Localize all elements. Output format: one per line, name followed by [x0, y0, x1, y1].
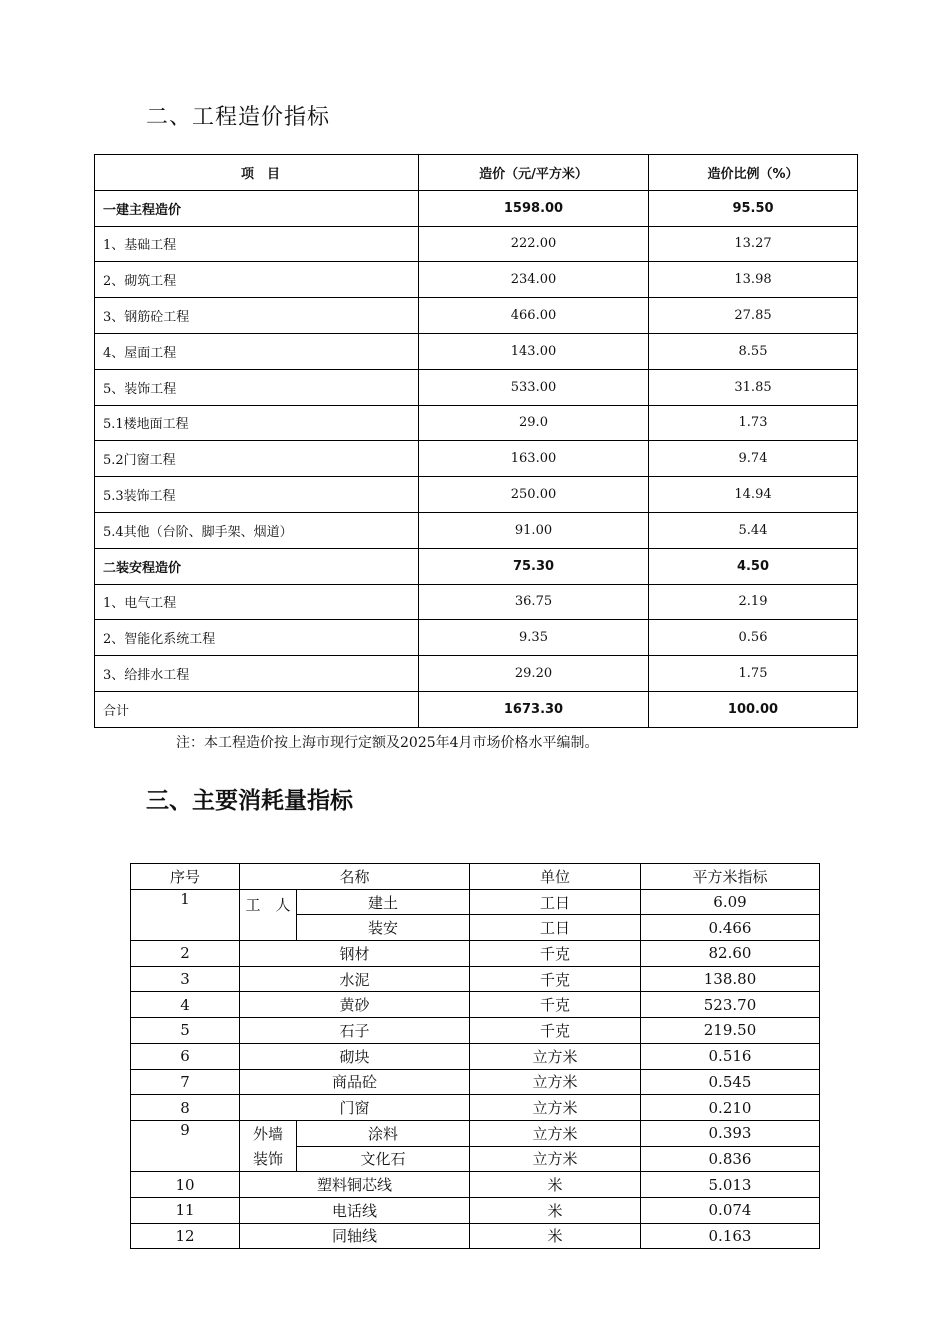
row-number: 3 — [131, 966, 240, 992]
unit-cell: 工日 — [470, 915, 641, 941]
row-number: 10 — [131, 1172, 240, 1198]
material-name: 文化石 — [297, 1146, 470, 1172]
table-row — [95, 584, 858, 620]
unit-cell: 米 — [470, 1223, 641, 1249]
unit-cell: 千克 — [470, 966, 641, 992]
column-header: 造价比例（%） — [649, 155, 858, 191]
cost-cell: 29.20 — [419, 656, 649, 692]
table-row — [95, 369, 858, 405]
ratio-cell: 27.85 — [649, 298, 858, 334]
material-name: 商品砼 — [240, 1069, 470, 1095]
material-name: 涂料 — [297, 1120, 470, 1146]
ratio-cell: 95.50 — [649, 190, 858, 226]
material-name: 砌块 — [240, 1043, 470, 1069]
section-title-cost-index: 二、工程造价指标 — [146, 105, 331, 130]
item-cell: 1、基础工程 — [95, 226, 419, 262]
item-cell: 5、装饰工程 — [95, 369, 419, 405]
cost-cell: 29.0 — [419, 405, 649, 441]
table-row — [131, 1018, 820, 1044]
table-row — [131, 889, 820, 915]
table-row — [131, 1095, 820, 1121]
table-row — [131, 941, 820, 967]
value-cell: 0.545 — [641, 1069, 820, 1095]
table-row — [95, 190, 858, 226]
unit-cell: 立方米 — [470, 1095, 641, 1121]
cost-cell: 1598.00 — [419, 190, 649, 226]
unit-cell: 立方米 — [470, 1146, 641, 1172]
table-row — [131, 1197, 820, 1223]
item-cell: 3、钢筋砼工程 — [95, 298, 419, 334]
ratio-cell: 13.98 — [649, 262, 858, 298]
item-cell: 5.3装饰工程 — [95, 477, 419, 513]
ratio-cell: 0.56 — [649, 620, 858, 656]
table-row — [95, 333, 858, 369]
value-cell: 138.80 — [641, 966, 820, 992]
item-cell: 二装安程造价 — [95, 548, 419, 584]
material-name: 黄砂 — [240, 992, 470, 1018]
table-row — [131, 1172, 820, 1198]
item-cell: 2、智能化系统工程 — [95, 620, 419, 656]
table-row — [95, 298, 858, 334]
unit-cell: 米 — [470, 1172, 641, 1198]
material-name: 电话线 — [240, 1197, 470, 1223]
item-cell: 5.2门窗工程 — [95, 441, 419, 477]
value-cell: 5.013 — [641, 1172, 820, 1198]
ratio-cell: 100.00 — [649, 691, 858, 727]
value-cell: 0.466 — [641, 915, 820, 941]
value-cell: 6.09 — [641, 889, 820, 915]
value-cell: 0.836 — [641, 1146, 820, 1172]
ratio-cell: 14.94 — [649, 477, 858, 513]
table-row — [95, 441, 858, 477]
cost-note: 注：本工程造价按上海市现行定额及2025年4月市场价格水平编制。 — [176, 735, 599, 751]
group-label-line: 外墙 — [252, 1125, 283, 1144]
item-cell: 一建主程造价 — [95, 190, 419, 226]
column-header: 单位 — [470, 864, 641, 890]
row-number: 2 — [131, 941, 240, 967]
table-row — [95, 477, 858, 513]
cost-cell: 234.00 — [419, 262, 649, 298]
value-cell: 82.60 — [641, 941, 820, 967]
ratio-cell: 31.85 — [649, 369, 858, 405]
row-number: 6 — [131, 1043, 240, 1069]
row-number: 5 — [131, 1018, 240, 1044]
cost-cell: 36.75 — [419, 584, 649, 620]
table-row — [95, 656, 858, 692]
value-cell: 0.516 — [641, 1043, 820, 1069]
column-header: 序号 — [131, 864, 240, 890]
cost-cell: 250.00 — [419, 477, 649, 513]
item-cell: 5.4其他（台阶、脚手架、烟道） — [95, 512, 419, 548]
table-row — [131, 1120, 820, 1146]
table-row — [95, 691, 858, 727]
cost-cell: 143.00 — [419, 333, 649, 369]
table-row — [131, 1043, 820, 1069]
consumption-index-table — [130, 863, 820, 1249]
table-row — [95, 226, 858, 262]
unit-cell: 立方米 — [470, 1043, 641, 1069]
material-name: 同轴线 — [240, 1223, 470, 1249]
table-row — [131, 966, 820, 992]
value-cell: 523.70 — [641, 992, 820, 1018]
column-header: 平方米指标 — [641, 864, 820, 890]
cost-cell: 222.00 — [419, 226, 649, 262]
group-label — [240, 1120, 297, 1171]
cost-cell: 533.00 — [419, 369, 649, 405]
table-row — [95, 620, 858, 656]
table-row — [131, 992, 820, 1018]
value-cell: 0.210 — [641, 1095, 820, 1121]
table-row — [131, 864, 820, 890]
row-number: 9 — [131, 1120, 240, 1171]
ratio-cell: 5.44 — [649, 512, 858, 548]
cost-cell: 75.30 — [419, 548, 649, 584]
ratio-cell: 8.55 — [649, 333, 858, 369]
row-number: 7 — [131, 1069, 240, 1095]
section-title-consumption-index: 三、主要消耗量指标 — [146, 788, 353, 814]
row-number: 8 — [131, 1095, 240, 1121]
material-name: 钢材 — [240, 941, 470, 967]
ratio-cell: 9.74 — [649, 441, 858, 477]
item-cell: 3、给排水工程 — [95, 656, 419, 692]
column-header: 项 目 — [95, 155, 419, 191]
cost-index-table — [94, 154, 858, 728]
cost-cell: 466.00 — [419, 298, 649, 334]
material-name: 门窗 — [240, 1095, 470, 1121]
material-name: 建土 — [297, 889, 470, 915]
row-number: 1 — [131, 889, 240, 940]
cost-cell: 163.00 — [419, 441, 649, 477]
table-row — [131, 1223, 820, 1249]
unit-cell: 立方米 — [470, 1120, 641, 1146]
table-row — [131, 1069, 820, 1095]
table-row — [95, 262, 858, 298]
row-number: 12 — [131, 1223, 240, 1249]
cost-cell: 91.00 — [419, 512, 649, 548]
unit-cell: 千克 — [470, 992, 641, 1018]
material-name: 石子 — [240, 1018, 470, 1044]
unit-cell: 工日 — [470, 889, 641, 915]
table-row — [95, 548, 858, 584]
row-number: 11 — [131, 1197, 240, 1223]
table-header-row — [95, 155, 858, 191]
material-name: 装安 — [297, 915, 470, 941]
value-cell: 0.393 — [641, 1120, 820, 1146]
material-name: 塑料铜芯线 — [240, 1172, 470, 1198]
table-row — [95, 405, 858, 441]
cost-cell: 1673.30 — [419, 691, 649, 727]
unit-cell: 米 — [470, 1197, 641, 1223]
row-number: 4 — [131, 992, 240, 1018]
ratio-cell: 4.50 — [649, 548, 858, 584]
unit-cell: 千克 — [470, 941, 641, 967]
value-cell: 0.163 — [641, 1223, 820, 1249]
ratio-cell: 1.75 — [649, 656, 858, 692]
table-row — [95, 512, 858, 548]
value-cell: 219.50 — [641, 1018, 820, 1044]
item-cell: 5.1楼地面工程 — [95, 405, 419, 441]
item-cell: 4、屋面工程 — [95, 333, 419, 369]
item-cell: 合计 — [95, 691, 419, 727]
cost-cell: 9.35 — [419, 620, 649, 656]
ratio-cell: 13.27 — [649, 226, 858, 262]
column-header: 造价（元/平方米） — [419, 155, 649, 191]
value-cell: 0.074 — [641, 1197, 820, 1223]
group-label-line: 装饰 — [252, 1150, 283, 1169]
material-name: 水泥 — [240, 966, 470, 992]
item-cell: 1、电气工程 — [95, 584, 419, 620]
unit-cell: 立方米 — [470, 1069, 641, 1095]
unit-cell: 千克 — [470, 1018, 641, 1044]
column-header: 名称 — [240, 864, 470, 890]
item-cell: 2、砌筑工程 — [95, 262, 419, 298]
group-label: 工 人 — [240, 889, 297, 940]
ratio-cell: 1.73 — [649, 405, 858, 441]
ratio-cell: 2.19 — [649, 584, 858, 620]
